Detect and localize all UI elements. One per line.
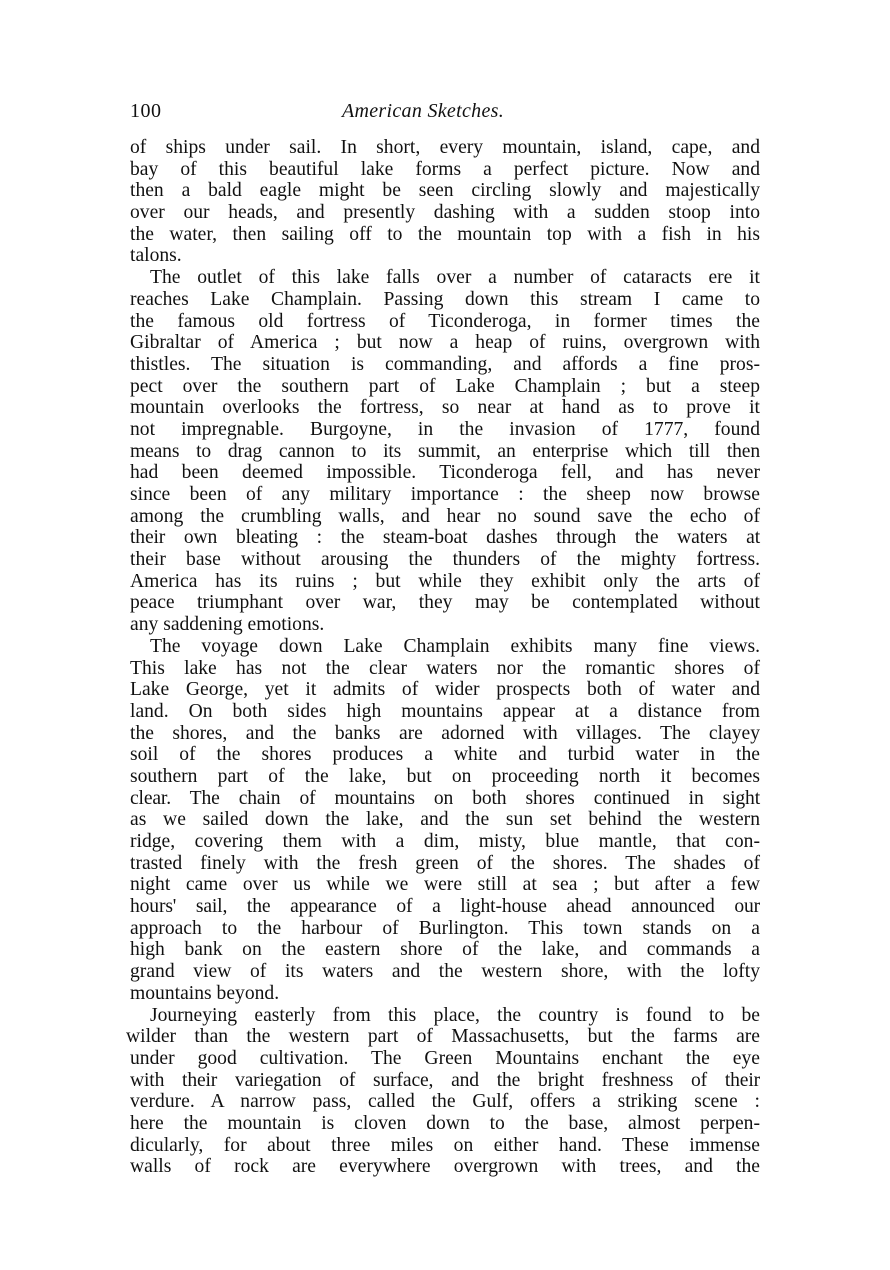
text-line: Journeying easterly from this place, the country is found to be <box>150 1004 760 1026</box>
text-line: land. On both sides high mountains appear at a distance from <box>130 700 760 722</box>
text-line: any saddening emotions. <box>130 614 325 636</box>
text-line: peace triumphant over war, they may be contemplated without <box>130 592 760 614</box>
text-line: the water, then sailing off to the mountain top with a fish in his <box>130 223 760 245</box>
text-line: Gibraltar of America ; but now a heap of ruins, overgrown with <box>130 332 760 354</box>
text-line: talons. <box>130 245 182 267</box>
text-line: verdure. A narrow pass, called the Gulf, offers a striking scene : <box>130 1091 760 1113</box>
text-line: soil of the shores produces a white and turbid water in the <box>130 744 760 766</box>
text-line: of ships under sail. In short, every mountain, island, cape, and <box>130 137 760 158</box>
text-line: pect over the southern part of Lake Champlain ; but a steep <box>130 375 760 397</box>
text-line: approach to the harbour of Burlington. This town stands on a <box>130 917 760 939</box>
text-line: mountain overlooks the fortress, so near at hand as to prove it <box>130 397 760 419</box>
running-title: American Sketches. <box>342 100 505 122</box>
text-line: The outlet of this lake falls over a number of cataracts ere it <box>150 267 760 289</box>
page-number: 100 <box>130 100 162 122</box>
text-line: walls of rock are everywhere overgrown with trees, and the <box>130 1156 760 1178</box>
text-line: reaches Lake Champlain. Passing down this stream I came to <box>130 288 760 310</box>
text-line: under good cultivation. The Green Mountains enchant the eye <box>130 1047 760 1069</box>
text-line: America has its ruins ; but while they exhibit only the arts of <box>130 570 760 592</box>
text-line: high bank on the eastern shore of the lake, and commands a <box>130 939 760 961</box>
text-line: southern part of the lake, but on proceeding north it becomes <box>130 765 760 787</box>
text-line: The voyage down Lake Champlain exhibits many fine views. <box>150 635 760 657</box>
text-line: thistles. The situation is commanding, and affords a fine pros- <box>130 353 760 375</box>
text-line: with their variegation of surface, and the bright freshness of their <box>130 1069 760 1091</box>
text-line: hours' sail, the appearance of a light-house ahead announced our <box>130 896 760 918</box>
text-line: clear. The chain of mountains on both shores continued in sight <box>130 787 760 809</box>
text-line: wilder than the western part of Massachusetts, but the farms are <box>126 1026 760 1048</box>
text-line: over our heads, and presently dashing with a sudden stoop into <box>130 202 760 224</box>
text-line: dicularly, for about three miles on either hand. These immense <box>130 1134 760 1156</box>
text-line: This lake has not the clear waters nor the romantic shores of <box>130 657 760 679</box>
text-line: their base without arousing the thunders of the mighty fortress. <box>130 549 760 571</box>
text-line: as we sailed down the lake, and the sun set behind the western <box>130 809 760 831</box>
body-text <box>126 137 760 1178</box>
text-line: means to drag cannon to its summit, an enterprise which till then <box>130 440 760 462</box>
text-line: had been deemed impossible. Ticonderoga fell, and has never <box>130 462 760 484</box>
text-line: among the crumbling walls, and hear no sound save the echo of <box>130 505 760 527</box>
text-line: their own bleating : the steam-boat dashes through the waters at <box>130 527 760 549</box>
page-header <box>130 100 760 128</box>
text-line: bay of this beautiful lake forms a perfect picture. Now and <box>130 158 760 180</box>
text-line: the shores, and the banks are adorned with villages. The clayey <box>130 722 760 744</box>
text-line: mountains beyond. <box>130 982 280 1004</box>
text-line: grand view of its waters and the western shore, with the lofty <box>130 961 760 983</box>
text-line: the famous old fortress of Ticonderoga, in former times the <box>130 310 760 332</box>
text-line: since been of any military importance : the sheep now browse <box>130 484 760 505</box>
text-line: ridge, covering them with a dim, misty, blue mantle, that con- <box>130 831 760 852</box>
text-line: trasted finely with the fresh green of the shores. The shades of <box>130 852 760 874</box>
text-line: night came over us while we were still at sea ; but after a few <box>130 874 760 896</box>
text-line: not impregnable. Burgoyne, in the invasion of 1777, found <box>130 418 760 440</box>
text-line: Lake George, yet it admits of wider prospects both of water and <box>130 679 760 701</box>
text-line: here the mountain is cloven down to the base, almost perpen- <box>130 1112 760 1134</box>
text-line: then a bald eagle might be seen circling slowly and majestically <box>130 180 760 202</box>
